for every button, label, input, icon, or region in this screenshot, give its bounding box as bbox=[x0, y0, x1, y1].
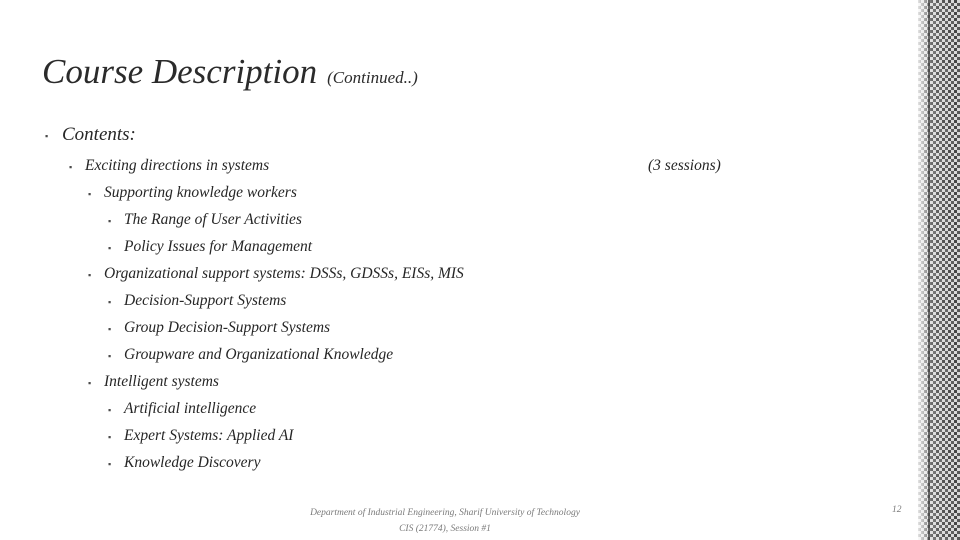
bullet-icon: ▪ bbox=[108, 297, 112, 307]
bullet-icon: ▪ bbox=[108, 432, 112, 442]
bullet-icon: ▪ bbox=[88, 378, 92, 388]
outline-item-policy: Policy Issues for Management bbox=[124, 238, 313, 255]
bullet-icon: ▪ bbox=[108, 243, 112, 253]
title-main: Course Description bbox=[42, 52, 318, 91]
outline-item-organizational: Organizational support systems: DSSs, GDSSs, EISs, MIS bbox=[104, 265, 464, 282]
bullet-icon: ▪ bbox=[108, 405, 112, 415]
outline-item-dss: Decision-Support Systems bbox=[124, 292, 287, 309]
slide-footer bbox=[240, 505, 650, 537]
title-subtitle: (Continued..) bbox=[327, 68, 418, 87]
bullet-icon: ▪ bbox=[69, 162, 73, 172]
outline-item-ai: Artificial intelligence bbox=[124, 400, 257, 417]
outline-item-discovery: Knowledge Discovery bbox=[124, 454, 261, 471]
bullet-icon: ▪ bbox=[88, 270, 92, 280]
outline-item-gdss: Group Decision-Support Systems bbox=[124, 319, 331, 336]
outline-item-groupware: Groupware and Organizational Knowledge bbox=[124, 346, 394, 363]
bullet-icon: ▪ bbox=[45, 131, 49, 141]
bullet-icon: ▪ bbox=[108, 351, 112, 361]
outline-item-exciting: Exciting directions in systems bbox=[85, 157, 270, 174]
outline-item-expert: Expert Systems: Applied AI bbox=[124, 427, 294, 444]
slide-title bbox=[42, 52, 418, 92]
footer-department: Department of Industrial Engineering, Sharif University of Technology bbox=[310, 508, 580, 518]
outline-item-supporting: Supporting knowledge workers bbox=[104, 184, 297, 201]
outline-item-contents: Contents: bbox=[62, 124, 136, 145]
sessions-note: (3 sessions) bbox=[648, 157, 721, 174]
outline-item-intelligent: Intelligent systems bbox=[104, 373, 219, 390]
decorative-border bbox=[918, 0, 960, 540]
outline-item-range: The Range of User Activities bbox=[124, 211, 302, 228]
footer-course: CIS (21774), Session #1 bbox=[399, 524, 491, 534]
bullet-icon: ▪ bbox=[108, 459, 112, 469]
bullet-icon: ▪ bbox=[88, 189, 92, 199]
bullet-icon: ▪ bbox=[108, 216, 112, 226]
bullet-icon: ▪ bbox=[108, 324, 112, 334]
page-number: 12 bbox=[892, 505, 902, 515]
